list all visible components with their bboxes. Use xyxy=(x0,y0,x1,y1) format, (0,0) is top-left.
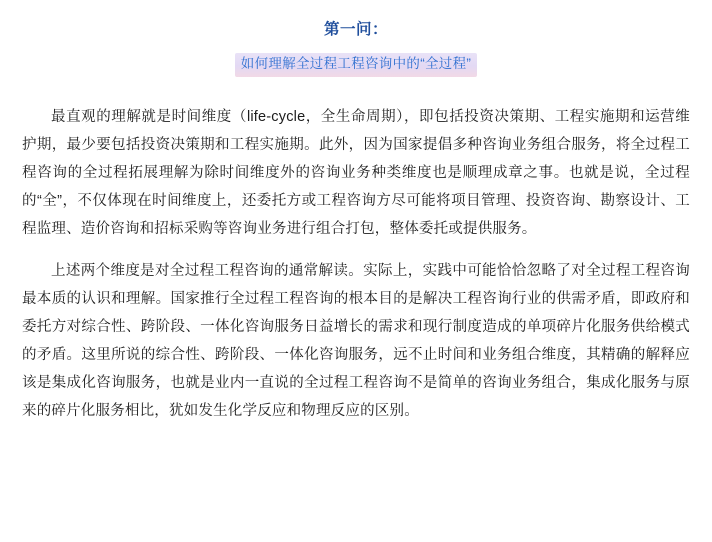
page-title: 第一问： xyxy=(323,21,388,38)
document-body xyxy=(22,103,690,425)
paragraph-2: 上述两个维度是对全过程工程咨询的通常解读。实际上，实践中可能恰恰忽略了对全过程工程咨询最本质的认识和理解。国家推行全过程工程咨询的根本目的是解决工程咨询行业的供需矛盾，即政府和委托方对综合性、跨阶段、一体化咨询服务日益增长的需求和现行制度造成的单项碎片化服务供给模式的矛盾。这里所说的综合性、跨阶段、一体化咨询服务，远不止时间和业务组合维度，其精确的解释应该是集成化咨询服务，也就是业内一直说的全过程工程咨询不是简单的咨询业务组合，集成化服务与原来的碎片化服务相比，犹如发生化学反应和物理反应的区别。 xyxy=(22,263,690,420)
paragraph-1: 最直观的理解就是时间维度（life-cycle，全生命周期），即包括投资决策期、工程实施期和运营维护期，最少要包括投资决策期和工程实施期。此外，因为国家提倡多种咨询业务组合服务，将全过程工程咨询的全过程拓展理解为除时间维度外的咨询业务种类维度也是顺理成章之事。也就是说，全过程的“全”，不仅体现在时间维度上，还委托方或工程咨询方尽可能将项目管理、投资咨询、勘察设计、工程监理、造价咨询和招标采购等咨询业务进行组合打包，整体委托或提供服务。 xyxy=(22,109,690,238)
subtitle-container xyxy=(22,53,690,77)
highlighted-subtitle: 如何理解全过程工程咨询中的“全过程” xyxy=(235,53,477,77)
